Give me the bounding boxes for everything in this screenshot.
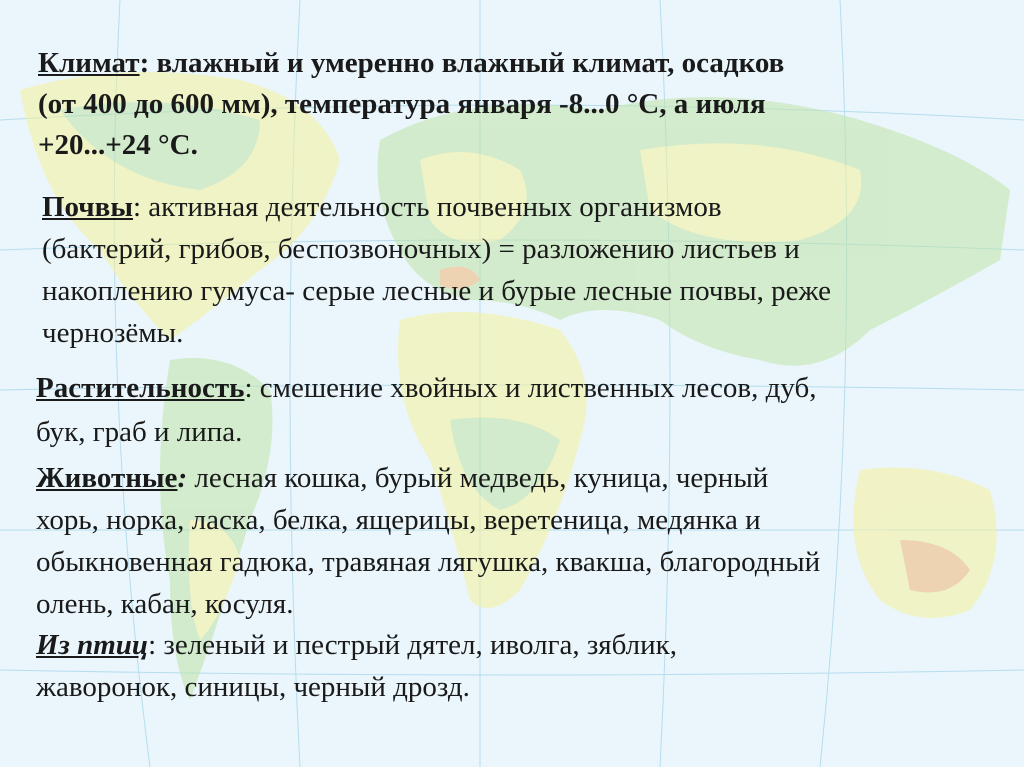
- climate-text-1: влажный и умеренно влажный климат, осадков: [149, 47, 785, 79]
- vegetation-line-1: [36, 366, 996, 410]
- climate-text-3: +20...+24 °С.: [38, 129, 198, 161]
- climate-heading: Климат: [38, 47, 140, 79]
- animals-text-4: олень, кабан, косуля.: [36, 588, 294, 620]
- birds-heading: Из птиц: [36, 629, 149, 661]
- vegetation-paragraph: [36, 366, 996, 454]
- animals-text-1: лесная кошка, бурый медведь, куница, черный: [187, 462, 769, 494]
- climate-paragraph: [38, 43, 998, 166]
- animals-text-2: хорь, норка, ласка, белка, ящерицы, веретеница, медянка и: [36, 504, 761, 536]
- climate-line-1: [38, 43, 998, 84]
- birds-text-1: : зеленый и пестрый дятел, иволга, зяблик,: [148, 629, 678, 661]
- vegetation-heading: Растительность: [36, 372, 245, 404]
- soils-paragraph: [42, 186, 1002, 354]
- vegetation-text-1: : смешение хвойных и лиственных лесов, дуб,: [244, 372, 817, 404]
- animals-colon: :: [177, 462, 188, 494]
- animals-heading: Животные: [36, 462, 178, 494]
- animals-line-1: [36, 457, 996, 499]
- vegetation-text-2: бук, граб и липа.: [36, 416, 243, 448]
- animals-text-3: обыкновенная гадюка, травяная лягушка, квакша, благородный: [36, 546, 821, 578]
- climate-colon: :: [139, 47, 150, 79]
- soils-text-1: : активная деятельность почвенных организмов: [132, 191, 722, 223]
- climate-text-2: (от 400 до 600 мм), температура января -8...0 °С, а июля: [38, 88, 766, 120]
- soils-line-1: [42, 186, 1002, 228]
- birds-text-2: жаворонок, синицы, черный дрозд.: [36, 671, 470, 703]
- soils-heading: Почвы: [42, 191, 133, 223]
- birds-line-1: [36, 624, 996, 666]
- soils-text-4: чернозёмы.: [42, 317, 184, 349]
- soils-text-3: накоплению гумуса- серые лесные и бурые лесные почвы, реже: [42, 275, 831, 307]
- birds-paragraph: [36, 624, 996, 708]
- soils-text-2: (бактерий, грибов, беспозвоночных) = разложению листьев и: [42, 233, 800, 265]
- animals-paragraph: [36, 457, 996, 625]
